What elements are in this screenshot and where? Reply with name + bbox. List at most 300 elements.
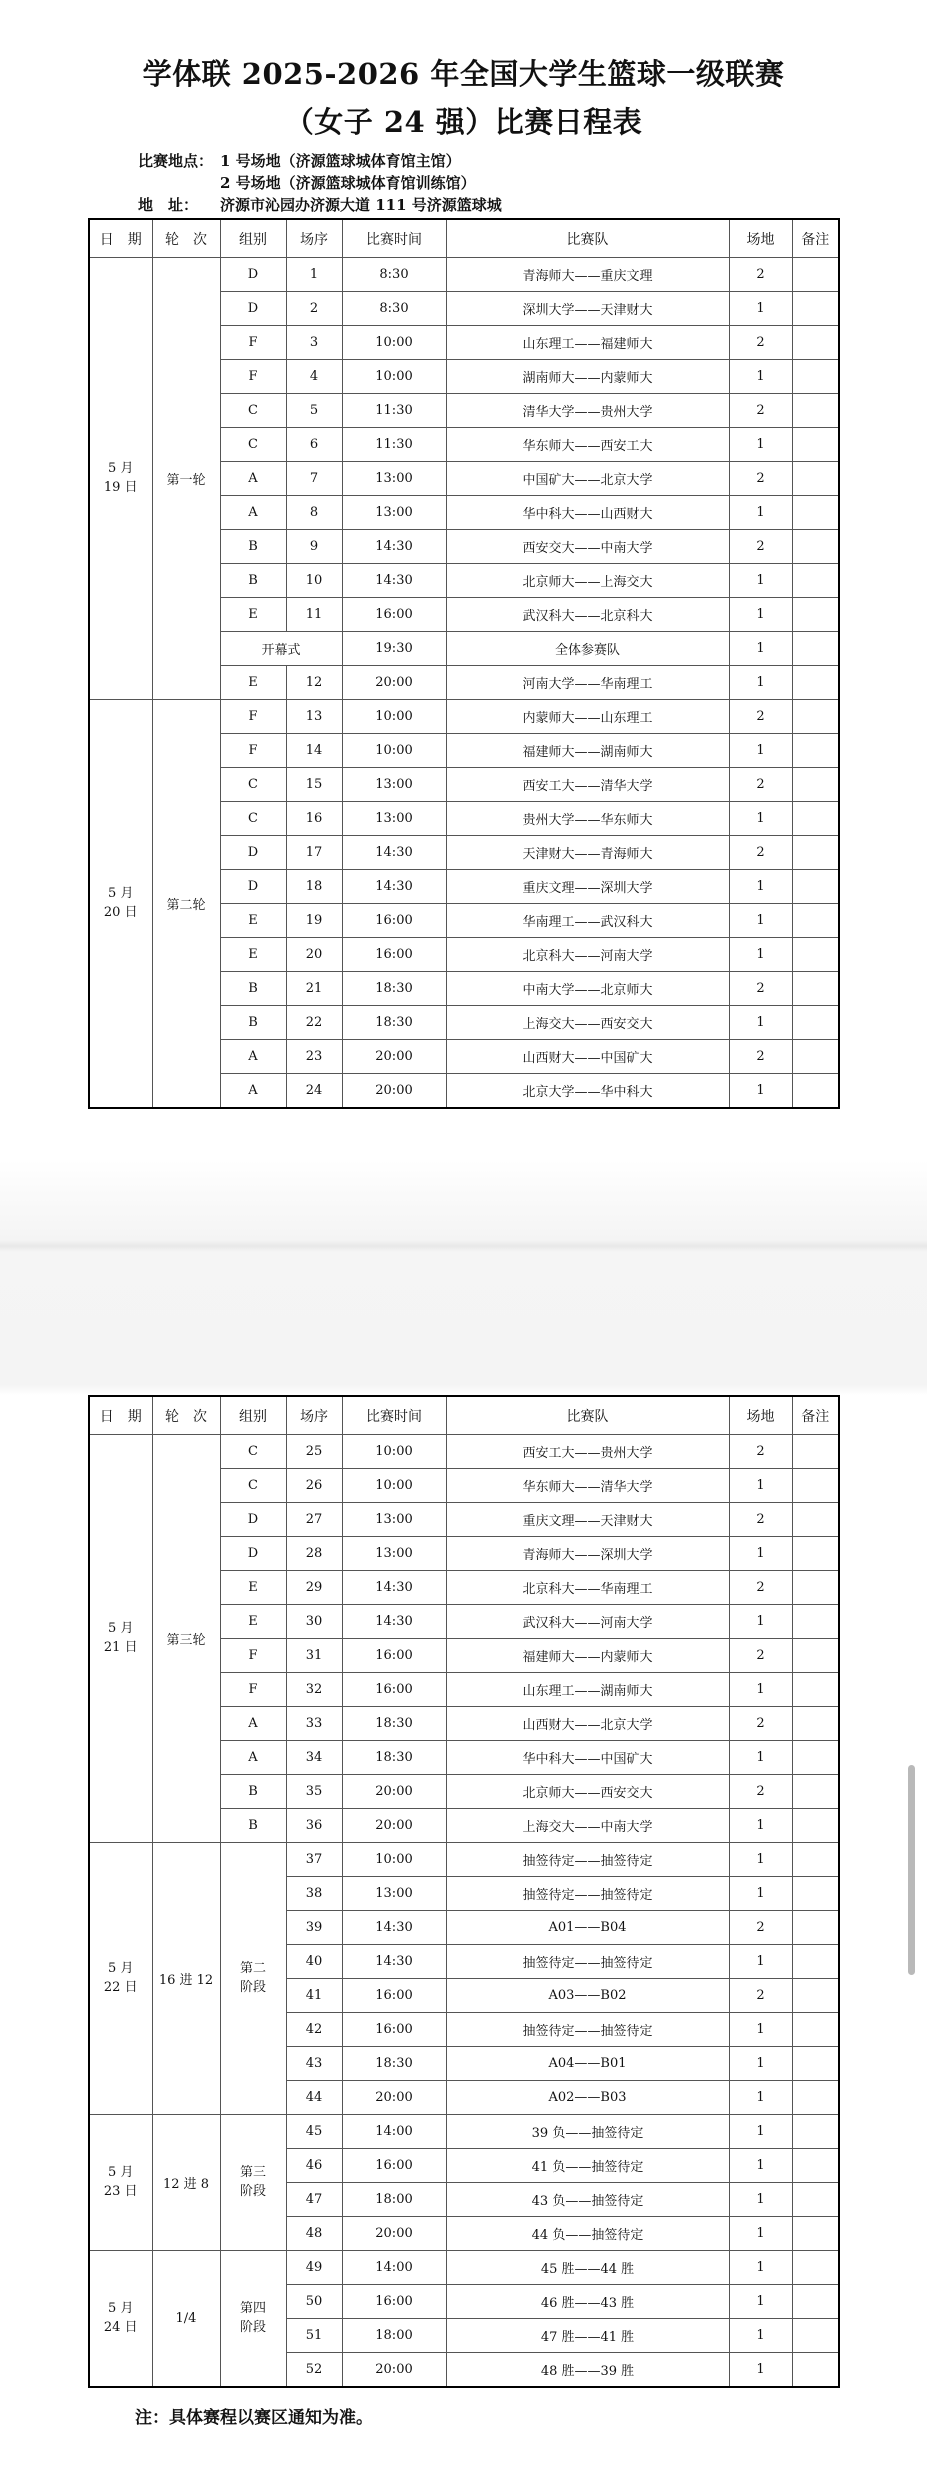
notes-cell bbox=[792, 2285, 839, 2319]
schedule-table-2 bbox=[88, 1395, 840, 2388]
court-cell: 1 bbox=[729, 2217, 792, 2251]
teams-cell: 华东师大——清华大学 bbox=[446, 1469, 729, 1503]
match-no-cell: 21 bbox=[286, 972, 342, 1006]
teams-cell: 华中科大——山西财大 bbox=[446, 496, 729, 530]
court-cell: 2 bbox=[729, 1979, 792, 2013]
teams-cell: 41 负——抽签待定 bbox=[446, 2149, 729, 2183]
notes-cell bbox=[792, 496, 839, 530]
court-cell: 1 bbox=[729, 1673, 792, 1707]
header-time: 比赛时间 bbox=[342, 219, 446, 258]
court-cell: 2 bbox=[729, 1707, 792, 1741]
match-no-cell: 42 bbox=[286, 2013, 342, 2047]
court-cell: 2 bbox=[729, 1775, 792, 1809]
teams-cell: A03——B02 bbox=[446, 1979, 729, 2013]
notes-cell bbox=[792, 2251, 839, 2285]
group-cell: F bbox=[220, 360, 286, 394]
group-cell: E bbox=[220, 666, 286, 700]
date-month: 5 月 bbox=[108, 1620, 134, 1636]
stage-line: 第二 bbox=[239, 1960, 266, 1976]
court-cell: 1 bbox=[729, 632, 792, 666]
notes-cell bbox=[792, 258, 839, 292]
court-cell: 1 bbox=[729, 1945, 792, 1979]
group-cell: D bbox=[220, 836, 286, 870]
stage-line: 第三 bbox=[239, 2164, 266, 2180]
teams-cell: 西安交大——中南大学 bbox=[446, 530, 729, 564]
match-no-cell: 12 bbox=[286, 666, 342, 700]
notes-cell bbox=[792, 1945, 839, 1979]
notes-cell bbox=[792, 2183, 839, 2217]
group-cell: C bbox=[220, 768, 286, 802]
time-cell: 20:00 bbox=[342, 1074, 446, 1109]
court-cell: 2 bbox=[729, 836, 792, 870]
match-no-cell: 3 bbox=[286, 326, 342, 360]
court-cell: 2 bbox=[729, 326, 792, 360]
table-header-row bbox=[89, 219, 839, 258]
notes-cell bbox=[792, 2217, 839, 2251]
match-no-cell: 37 bbox=[286, 1843, 342, 1877]
court-cell: 1 bbox=[729, 496, 792, 530]
match-no-cell: 18 bbox=[286, 870, 342, 904]
round-cell: 第二轮 bbox=[152, 700, 220, 1109]
match-no-cell: 49 bbox=[286, 2251, 342, 2285]
teams-cell: 47 胜——41 胜 bbox=[446, 2319, 729, 2353]
match-no-cell: 19 bbox=[286, 904, 342, 938]
notes-cell bbox=[792, 394, 839, 428]
court-cell: 1 bbox=[729, 598, 792, 632]
court-cell: 1 bbox=[729, 428, 792, 462]
notes-cell bbox=[792, 1503, 839, 1537]
table-row bbox=[89, 1435, 839, 1469]
group-cell: E bbox=[220, 1605, 286, 1639]
address: 济源市沁园办济源大道 111 号济源篮球城 bbox=[220, 196, 502, 214]
time-cell: 10:00 bbox=[342, 360, 446, 394]
notes-cell bbox=[792, 870, 839, 904]
group-cell: E bbox=[220, 904, 286, 938]
group-cell: D bbox=[220, 870, 286, 904]
match-no-cell: 26 bbox=[286, 1469, 342, 1503]
court-cell: 2 bbox=[729, 462, 792, 496]
match-no-cell: 44 bbox=[286, 2081, 342, 2115]
notes-cell bbox=[792, 326, 839, 360]
teams-cell: A01——B04 bbox=[446, 1911, 729, 1945]
table-row bbox=[89, 2251, 839, 2285]
match-no-cell: 48 bbox=[286, 2217, 342, 2251]
group-cell: F bbox=[220, 1639, 286, 1673]
teams-cell: 武汉科大——北京科大 bbox=[446, 598, 729, 632]
teams-cell: 西安工大——清华大学 bbox=[446, 768, 729, 802]
header-round: 轮 次 bbox=[152, 219, 220, 258]
notes-cell bbox=[792, 1040, 839, 1074]
court-cell: 1 bbox=[729, 1877, 792, 1911]
scrollbar-thumb[interactable] bbox=[908, 1765, 915, 1975]
match-no-cell: 29 bbox=[286, 1571, 342, 1605]
notes-cell bbox=[792, 768, 839, 802]
notes-cell bbox=[792, 1741, 839, 1775]
match-no-cell: 10 bbox=[286, 564, 342, 598]
match-no-cell: 51 bbox=[286, 2319, 342, 2353]
notes-cell bbox=[792, 632, 839, 666]
group-cell: A bbox=[220, 1040, 286, 1074]
date-month: 5 月 bbox=[108, 885, 134, 901]
court-cell: 2 bbox=[729, 1571, 792, 1605]
notes-cell bbox=[792, 1469, 839, 1503]
date-day: 23 日 bbox=[103, 2183, 138, 2199]
time-cell: 16:00 bbox=[342, 938, 446, 972]
group-cell: B bbox=[220, 564, 286, 598]
teams-cell: 抽签待定——抽签待定 bbox=[446, 1945, 729, 1979]
court-cell: 2 bbox=[729, 700, 792, 734]
stage-cell bbox=[220, 1843, 286, 2115]
court-cell: 1 bbox=[729, 2319, 792, 2353]
date-day: 20 日 bbox=[103, 904, 138, 920]
court-cell: 1 bbox=[729, 1074, 792, 1109]
court-cell: 1 bbox=[729, 1537, 792, 1571]
notes-cell bbox=[792, 938, 839, 972]
match-no-cell: 27 bbox=[286, 1503, 342, 1537]
group-cell: C bbox=[220, 428, 286, 462]
group-cell: D bbox=[220, 1537, 286, 1571]
group-cell: B bbox=[220, 972, 286, 1006]
notes-cell bbox=[792, 428, 839, 462]
notes-cell bbox=[792, 2353, 839, 2388]
time-cell: 18:30 bbox=[342, 1006, 446, 1040]
header-group: 组别 bbox=[220, 1396, 286, 1435]
teams-cell: 重庆文理——天津财大 bbox=[446, 1503, 729, 1537]
group-cell: A bbox=[220, 1074, 286, 1109]
match-no-cell: 50 bbox=[286, 2285, 342, 2319]
time-cell: 14:30 bbox=[342, 870, 446, 904]
header-teams: 比赛队 bbox=[446, 219, 729, 258]
time-cell: 14:30 bbox=[342, 1571, 446, 1605]
page-title: 学体联 2025-2026 年全国大学生篮球一级联赛 bbox=[142, 57, 785, 91]
teams-cell: 全体参赛队 bbox=[446, 632, 729, 666]
time-cell: 16:00 bbox=[342, 904, 446, 938]
group-cell: C bbox=[220, 394, 286, 428]
teams-cell: 青海师大——深圳大学 bbox=[446, 1537, 729, 1571]
match-no-cell: 39 bbox=[286, 1911, 342, 1945]
time-cell: 10:00 bbox=[342, 1469, 446, 1503]
court-cell: 1 bbox=[729, 1006, 792, 1040]
teams-cell: 华东师大——西安工大 bbox=[446, 428, 729, 462]
time-cell: 20:00 bbox=[342, 666, 446, 700]
group-cell: A bbox=[220, 496, 286, 530]
time-cell: 18:30 bbox=[342, 1707, 446, 1741]
date-day: 21 日 bbox=[103, 1639, 138, 1655]
schedule-page-2 bbox=[0, 1395, 927, 2470]
teams-cell: 山西财大——北京大学 bbox=[446, 1707, 729, 1741]
time-cell: 20:00 bbox=[342, 1040, 446, 1074]
match-no-cell: 46 bbox=[286, 2149, 342, 2183]
notes-cell bbox=[792, 1571, 839, 1605]
table-row bbox=[89, 1843, 839, 1877]
group-cell: C bbox=[220, 1435, 286, 1469]
header-notes: 备注 bbox=[792, 1396, 839, 1435]
court-cell: 1 bbox=[729, 2183, 792, 2217]
match-no-cell: 13 bbox=[286, 700, 342, 734]
venue-1: 1 号场地（济源篮球城体育馆主馆） bbox=[220, 152, 461, 170]
time-cell: 13:00 bbox=[342, 496, 446, 530]
match-no-cell: 2 bbox=[286, 292, 342, 326]
date-day: 24 日 bbox=[103, 2319, 138, 2335]
notes-cell bbox=[792, 1843, 839, 1877]
round-cell: 16 进 12 bbox=[152, 1843, 220, 2115]
teams-cell: A04——B01 bbox=[446, 2047, 729, 2081]
group-cell: C bbox=[220, 1469, 286, 1503]
time-cell: 10:00 bbox=[342, 700, 446, 734]
notes-cell bbox=[792, 530, 839, 564]
match-no-cell: 1 bbox=[286, 258, 342, 292]
time-cell: 10:00 bbox=[342, 326, 446, 360]
time-cell: 14:30 bbox=[342, 564, 446, 598]
match-no-cell: 33 bbox=[286, 1707, 342, 1741]
court-cell: 1 bbox=[729, 734, 792, 768]
time-cell: 13:00 bbox=[342, 1877, 446, 1911]
header-teams: 比赛队 bbox=[446, 1396, 729, 1435]
group-cell: A bbox=[220, 462, 286, 496]
teams-cell: 华南理工——武汉科大 bbox=[446, 904, 729, 938]
match-no-cell: 36 bbox=[286, 1809, 342, 1843]
notes-cell bbox=[792, 292, 839, 326]
round-cell: 1/4 bbox=[152, 2251, 220, 2388]
teams-cell: 武汉科大——河南大学 bbox=[446, 1605, 729, 1639]
teams-cell: 清华大学——贵州大学 bbox=[446, 394, 729, 428]
header-date: 日 期 bbox=[89, 219, 152, 258]
match-no-cell: 31 bbox=[286, 1639, 342, 1673]
footnote: 注：具体赛程以赛区通知为准。 bbox=[135, 2408, 373, 2428]
time-cell: 13:00 bbox=[342, 462, 446, 496]
group-cell: F bbox=[220, 326, 286, 360]
notes-cell bbox=[792, 1435, 839, 1469]
stage-line: 阶段 bbox=[239, 1979, 266, 1995]
header-notes: 备注 bbox=[792, 219, 839, 258]
time-cell: 14:00 bbox=[342, 2251, 446, 2285]
time-cell: 18:00 bbox=[342, 2183, 446, 2217]
court-cell: 1 bbox=[729, 2353, 792, 2388]
notes-cell bbox=[792, 1911, 839, 1945]
schedule-body-1 bbox=[89, 258, 839, 1109]
time-cell: 8:30 bbox=[342, 292, 446, 326]
group-cell: C bbox=[220, 802, 286, 836]
teams-cell: 上海交大——西安交大 bbox=[446, 1006, 729, 1040]
date-cell bbox=[89, 1843, 152, 2115]
match-no-cell: 35 bbox=[286, 1775, 342, 1809]
match-no-cell: 5 bbox=[286, 394, 342, 428]
time-cell: 14:30 bbox=[342, 1945, 446, 1979]
address-label: 地 址： bbox=[138, 196, 199, 214]
ceremony-cell: 开幕式 bbox=[220, 632, 342, 666]
court-cell: 1 bbox=[729, 2251, 792, 2285]
match-no-cell: 9 bbox=[286, 530, 342, 564]
group-cell: F bbox=[220, 734, 286, 768]
teams-cell: 内蒙师大——山东理工 bbox=[446, 700, 729, 734]
notes-cell bbox=[792, 2115, 839, 2149]
group-cell: D bbox=[220, 258, 286, 292]
teams-cell: 抽签待定——抽签待定 bbox=[446, 1877, 729, 1911]
court-cell: 1 bbox=[729, 2081, 792, 2115]
notes-cell bbox=[792, 2047, 839, 2081]
teams-cell: 青海师大——重庆文理 bbox=[446, 258, 729, 292]
time-cell: 18:30 bbox=[342, 2047, 446, 2081]
header-group: 组别 bbox=[220, 219, 286, 258]
teams-cell: 北京师大——西安交大 bbox=[446, 1775, 729, 1809]
time-cell: 14:30 bbox=[342, 1605, 446, 1639]
venue-2: 2 号场地（济源篮球城体育馆训练馆） bbox=[220, 174, 476, 192]
time-cell: 13:00 bbox=[342, 1503, 446, 1537]
notes-cell bbox=[792, 734, 839, 768]
time-cell: 11:30 bbox=[342, 394, 446, 428]
match-no-cell: 47 bbox=[286, 2183, 342, 2217]
notes-cell bbox=[792, 564, 839, 598]
court-cell: 1 bbox=[729, 666, 792, 700]
time-cell: 13:00 bbox=[342, 802, 446, 836]
group-cell: F bbox=[220, 1673, 286, 1707]
court-cell: 1 bbox=[729, 292, 792, 326]
time-cell: 11:30 bbox=[342, 428, 446, 462]
court-cell: 1 bbox=[729, 802, 792, 836]
teams-cell: 山东理工——福建师大 bbox=[446, 326, 729, 360]
notes-cell bbox=[792, 1074, 839, 1109]
notes-cell bbox=[792, 1673, 839, 1707]
stage-line: 阶段 bbox=[239, 2319, 266, 2335]
group-cell: A bbox=[220, 1741, 286, 1775]
court-cell: 1 bbox=[729, 2149, 792, 2183]
match-no-cell: 14 bbox=[286, 734, 342, 768]
time-cell: 20:00 bbox=[342, 1775, 446, 1809]
time-cell: 20:00 bbox=[342, 2353, 446, 2388]
teams-cell: 福建师大——湖南师大 bbox=[446, 734, 729, 768]
group-cell: D bbox=[220, 1503, 286, 1537]
notes-cell bbox=[792, 2319, 839, 2353]
date-cell bbox=[89, 1435, 152, 1843]
teams-cell: 天津财大——青海师大 bbox=[446, 836, 729, 870]
court-cell: 1 bbox=[729, 2013, 792, 2047]
notes-cell bbox=[792, 2013, 839, 2047]
match-no-cell: 15 bbox=[286, 768, 342, 802]
court-cell: 2 bbox=[729, 768, 792, 802]
stage-line: 第四 bbox=[239, 2300, 266, 2316]
time-cell: 14:30 bbox=[342, 836, 446, 870]
header-no: 场序 bbox=[286, 219, 342, 258]
group-cell: E bbox=[220, 1571, 286, 1605]
match-no-cell: 38 bbox=[286, 1877, 342, 1911]
notes-cell bbox=[792, 802, 839, 836]
time-cell: 16:00 bbox=[342, 2149, 446, 2183]
time-cell: 14:30 bbox=[342, 530, 446, 564]
teams-cell: 48 胜——39 胜 bbox=[446, 2353, 729, 2388]
court-cell: 1 bbox=[729, 938, 792, 972]
notes-cell bbox=[792, 666, 839, 700]
time-cell: 10:00 bbox=[342, 1435, 446, 1469]
date-month: 5 月 bbox=[108, 2300, 134, 2316]
stage-cell bbox=[220, 2251, 286, 2388]
court-cell: 2 bbox=[729, 1503, 792, 1537]
time-cell: 16:00 bbox=[342, 2285, 446, 2319]
header-no: 场序 bbox=[286, 1396, 342, 1435]
time-cell: 16:00 bbox=[342, 598, 446, 632]
group-cell: F bbox=[220, 700, 286, 734]
date-cell bbox=[89, 258, 152, 700]
notes-cell bbox=[792, 700, 839, 734]
notes-cell bbox=[792, 360, 839, 394]
time-cell: 13:00 bbox=[342, 1537, 446, 1571]
teams-cell: 北京科大——华南理工 bbox=[446, 1571, 729, 1605]
court-cell: 2 bbox=[729, 258, 792, 292]
time-cell: 16:00 bbox=[342, 1639, 446, 1673]
teams-cell: 华中科大——中国矿大 bbox=[446, 1741, 729, 1775]
header-court: 场地 bbox=[729, 1396, 792, 1435]
court-cell: 2 bbox=[729, 1639, 792, 1673]
teams-cell: 西安工大——贵州大学 bbox=[446, 1435, 729, 1469]
court-cell: 1 bbox=[729, 360, 792, 394]
match-no-cell: 11 bbox=[286, 598, 342, 632]
time-cell: 18:30 bbox=[342, 972, 446, 1006]
notes-cell bbox=[792, 2149, 839, 2183]
notes-cell bbox=[792, 1639, 839, 1673]
notes-cell bbox=[792, 2081, 839, 2115]
court-cell: 1 bbox=[729, 1605, 792, 1639]
notes-cell bbox=[792, 1775, 839, 1809]
notes-cell bbox=[792, 1707, 839, 1741]
group-cell: E bbox=[220, 598, 286, 632]
teams-cell: 福建师大——内蒙师大 bbox=[446, 1639, 729, 1673]
teams-cell: 44 负——抽签待定 bbox=[446, 2217, 729, 2251]
teams-cell: 39 负——抽签待定 bbox=[446, 2115, 729, 2149]
notes-cell bbox=[792, 904, 839, 938]
notes-cell bbox=[792, 462, 839, 496]
notes-cell bbox=[792, 598, 839, 632]
header-court: 场地 bbox=[729, 219, 792, 258]
match-no-cell: 17 bbox=[286, 836, 342, 870]
date-month: 5 月 bbox=[108, 2164, 134, 2180]
court-cell: 1 bbox=[729, 1469, 792, 1503]
notes-cell bbox=[792, 1006, 839, 1040]
teams-cell: 河南大学——华南理工 bbox=[446, 666, 729, 700]
schedule-body-2 bbox=[89, 1435, 839, 2388]
date-month: 5 月 bbox=[108, 460, 134, 476]
date-cell bbox=[89, 700, 152, 1109]
table-row bbox=[89, 700, 839, 734]
page-gap bbox=[0, 1160, 927, 1395]
header-time: 比赛时间 bbox=[342, 1396, 446, 1435]
teams-cell: 中国矿大——北京大学 bbox=[446, 462, 729, 496]
match-no-cell: 23 bbox=[286, 1040, 342, 1074]
match-no-cell: 52 bbox=[286, 2353, 342, 2388]
teams-cell: 贵州大学——华东师大 bbox=[446, 802, 729, 836]
notes-cell bbox=[792, 1537, 839, 1571]
teams-cell: 山东理工——湖南师大 bbox=[446, 1673, 729, 1707]
court-cell: 1 bbox=[729, 2047, 792, 2081]
match-no-cell: 24 bbox=[286, 1074, 342, 1109]
notes-cell bbox=[792, 836, 839, 870]
date-day: 22 日 bbox=[103, 1979, 138, 1995]
teams-cell: A02——B03 bbox=[446, 2081, 729, 2115]
match-no-cell: 22 bbox=[286, 1006, 342, 1040]
match-no-cell: 7 bbox=[286, 462, 342, 496]
group-cell: B bbox=[220, 530, 286, 564]
time-cell: 20:00 bbox=[342, 2217, 446, 2251]
date-day: 19 日 bbox=[103, 479, 138, 495]
group-cell: B bbox=[220, 1006, 286, 1040]
time-cell: 13:00 bbox=[342, 768, 446, 802]
teams-cell: 山西财大——中国矿大 bbox=[446, 1040, 729, 1074]
teams-cell: 46 胜——43 胜 bbox=[446, 2285, 729, 2319]
group-cell: B bbox=[220, 1809, 286, 1843]
match-no-cell: 16 bbox=[286, 802, 342, 836]
match-no-cell: 45 bbox=[286, 2115, 342, 2149]
teams-cell: 北京大学——华中科大 bbox=[446, 1074, 729, 1109]
page-subtitle: （女子 24 强）比赛日程表 bbox=[284, 105, 643, 139]
court-cell: 2 bbox=[729, 1435, 792, 1469]
